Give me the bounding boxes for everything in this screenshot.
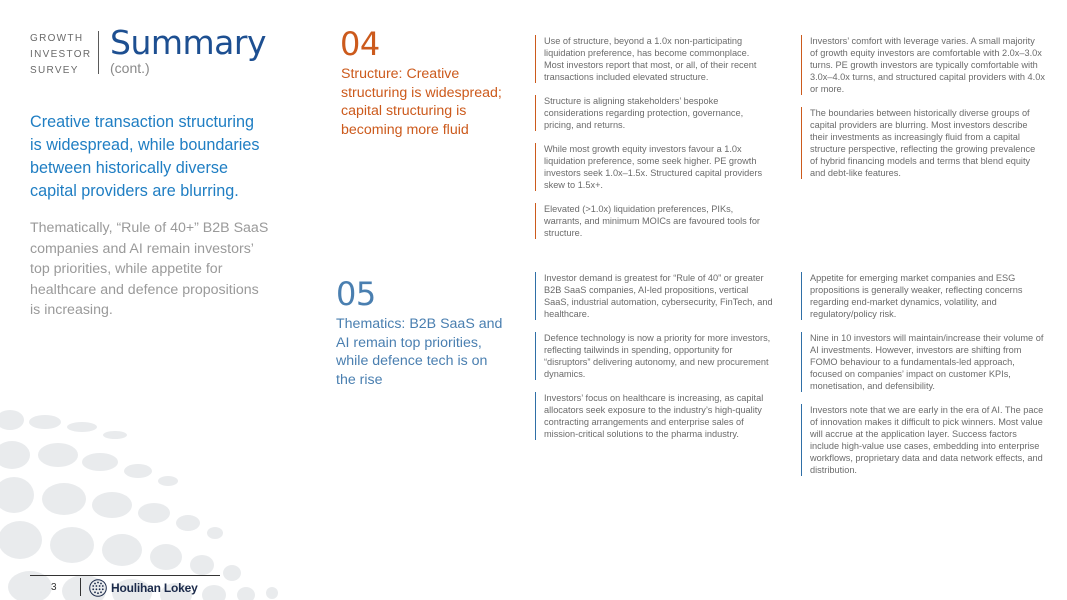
section-05-heading: Thematics: B2B SaaS and AI remain top priorities, while defence tech is on the rise (336, 316, 503, 388)
footer-divider (80, 578, 81, 596)
section-04-column-2 (801, 35, 1045, 191)
section-04-number: 04 (340, 25, 380, 63)
footer-rule (30, 575, 220, 576)
kicker-divider (98, 31, 99, 74)
page-number: 3 (51, 582, 57, 593)
section-04-paragraph: Investors’ comfort with leverage varies. A small majority of growth equity investors are comfortable with 2.0x–3.0x turns. PE growth investors are typically comfortable with 3.0x–4.0x turns, and structured capital providers with 4.0x or more. (801, 35, 1045, 95)
section-04-paragraph: Structure is aligning stakeholders’ bespoke considerations regarding protection, governance, pricing, and returns. (535, 95, 767, 131)
intro-secondary: Thematically, “Rule of 40+” B2B SaaS companies and AI remain investors’ top priorities, while appetite for healthcare and defence propositions is increasing. (30, 220, 269, 318)
intro-lead: Creative transaction structuring is widespread, while boundaries between historically diverse capital providers are blurring. (30, 113, 260, 200)
section-04-paragraph: The boundaries between historically diverse groups of capital providers are blurring. Most investors describe their investments as increasingly fluid from a capital structure perspective, reflecting the growing prevalence of hybrid financing models and terms that blend equity and debt-like features. (801, 107, 1045, 179)
section-04-heading: Structure: Creative structuring is widespread; capital structuring is becoming more fluid (341, 66, 502, 138)
section-04-paragraph: While most growth equity investors favour a 1.0x liquidation preference, some seek higher. PE growth investors seek 1.0x–1.5x. Structured capital providers skew to 1.5x+. (535, 143, 767, 191)
brand-name: Houlihan Lokey (111, 581, 198, 595)
page-subtitle: (cont.) (110, 60, 150, 76)
section-05-paragraph: Appetite for emerging market companies and ESG propositions is generally weaker, reflecting concerns regarding end-market dynamics, volatility, and regulatory/policy risk. (801, 272, 1045, 320)
decorative-dot-pattern (0, 395, 300, 600)
survey-kicker: GROWTH INVESTOR SURVEY (30, 33, 92, 76)
section-05-paragraph: Nine in 10 investors will maintain/increase their volume of AI investments. However, investors are shifting from FOMO behaviour to a fundamentals-led approach, focused on companies’ impact on customer KPIs, monetisation, and defensibility. (801, 332, 1045, 392)
section-04-column-1 (535, 35, 767, 251)
section-04-paragraph: Use of structure, beyond a 1.0x non-participating liquidation preference, has become commonplace. Most investors report that most, or all, of their recent transactions included elevated structure. (535, 35, 767, 83)
section-05-paragraph: Investor demand is greatest for “Rule of 40” or greater B2B SaaS companies, AI-led propositions, vertical SaaS, industrial automation, cybersecurity, FinTech, and healthcare. (535, 272, 775, 320)
section-05-paragraph: Investors’ focus on healthcare is increasing, as capital allocators seek exposure to the industry’s high-quality contracting arrangements and enterprise sales of mission-critical solutions to the pharma industry. (535, 392, 775, 440)
section-05-column-1 (535, 272, 775, 452)
section-05-paragraph: Investors note that we are early in the era of AI. The pace of innovation makes it difficult to pick winners. Most value will accrue at the application layer. Success factors include high-value use cases, embedding into enterprise workflows, proprietary data and data network effects, and distribution. (801, 404, 1045, 476)
page-title: Summary (110, 23, 266, 62)
section-05-number: 05 (336, 275, 376, 313)
section-05-paragraph: Defence technology is now a priority for more investors, reflecting tailwinds in spending, opportunity for “disruptors” delivering autonomy, and new procurement dynamics. (535, 332, 775, 380)
houlihan-lokey-logo-icon (89, 579, 107, 597)
section-05-column-2 (801, 272, 1045, 488)
section-04-paragraph: Elevated (>1.0x) liquidation preferences, PIKs, warrants, and minimum MOICs are favoured tools for structure. (535, 203, 767, 239)
